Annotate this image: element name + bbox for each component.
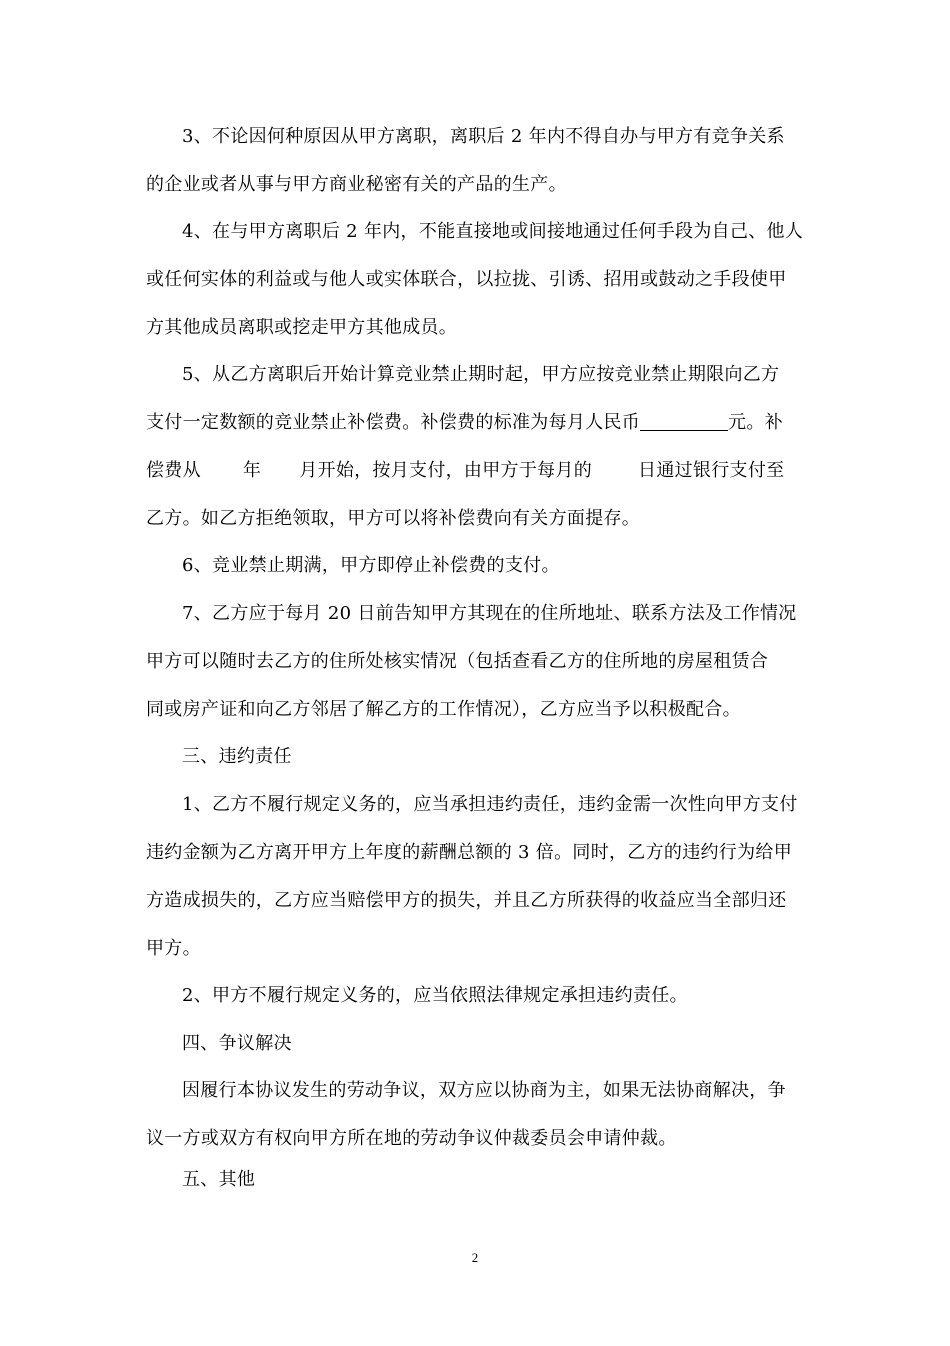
section-4-line-1: 因履行本协议发生的劳动争议，双方应以协商为主，如果无法协商解决，争: [182, 1080, 786, 1101]
paragraph-5-line-1: 5、从乙方离职后开始计算竞业禁止期时起，甲方应按竞业禁止期限向乙方: [182, 364, 780, 385]
paragraph-3-line-2: 的企业或者从事与甲方商业秘密有关的产品的生产。: [146, 174, 567, 195]
paragraph-7-line-1: 7、乙方应于每月 20 日前告知甲方其现在的住所地址、联系方法及工作情况: [182, 603, 797, 624]
paragraph-7-line-3: 同或房产证和向乙方邻居了解乙方的工作情况），乙方应当予以积极配合。: [146, 699, 741, 720]
section-4-line-2: 议一方或双方有权向甲方所在地的劳动争议仲裁委员会申请仲裁。: [146, 1128, 677, 1149]
paragraph-5-line-2-text: 支付一定数额的竞业禁止补偿费。补偿费的标准为每月人民币: [146, 412, 641, 433]
section-3-heading: 三、违约责任: [182, 746, 292, 767]
section-5-heading: 五、其他: [182, 1169, 256, 1190]
paragraph-5-line-2-tail: 元。补: [728, 412, 784, 433]
page-number: 2: [471, 1250, 479, 1265]
section-3-item-1-line-2: 违约金额为乙方离开甲方上年度的薪酬总额的 3 倍。同时，乙方的违约行为给甲: [146, 842, 792, 863]
paragraph-6-line-1: 6、竞业禁止期满，甲方即停止补偿费的支付。: [182, 555, 560, 576]
paragraph-4-line-1: 4、在与甲方离职后 2 年内，不能直接地或间接地通过任何手段为自己、他人: [182, 221, 804, 242]
paragraph-5-line-4: 乙方。如乙方拒绝领取，甲方可以将补偿费向有关方面提存。: [146, 508, 641, 529]
section-3-item-2-line-1: 2、甲方不履行规定义务的，应当依照法律规定承担违约责任。: [182, 985, 688, 1006]
paragraph-5-line-2: [146, 411, 806, 435]
section-3-item-1-line-1: 1、乙方不履行规定义务的，应当承担违约责任，违约金需一次性向甲方支付: [182, 794, 798, 815]
paragraph-4-line-2: 或任何实体的利益或与他人或实体联合，以拉拢、引诱、招用或鼓动之手段使甲: [146, 269, 787, 290]
amount-blank: [640, 412, 728, 431]
section-3-item-1-line-4: 甲方。: [146, 938, 201, 959]
paragraph-3-line-1: 3、不论因何种原因从甲方离职，离职后 2 年内不得自办与甲方有竞争关系: [182, 126, 785, 147]
paragraph-5-line-3-start: 偿费从: [146, 460, 201, 481]
section-3-item-1-line-3: 方造成损失的，乙方应当赔偿甲方的损失，并且乙方所获得的收益应当全部归还: [146, 890, 787, 911]
paragraph-5-line-3: [146, 459, 806, 483]
section-4-heading: 四、争议解决: [182, 1033, 292, 1054]
paragraph-5-year-label: 年: [242, 460, 262, 481]
paragraph-7-line-2: 甲方可以随时去乙方的住所处核实情况（包括查看乙方的住所地的房屋租赁合: [146, 651, 769, 672]
paragraph-4-line-3: 方其他成员离职或挖走甲方其他成员。: [146, 317, 458, 338]
paragraph-5-day-text: 日通过银行支付至: [638, 460, 785, 481]
paragraph-5-month-text: 月开始，按月支付，由甲方于每月的: [299, 460, 593, 481]
